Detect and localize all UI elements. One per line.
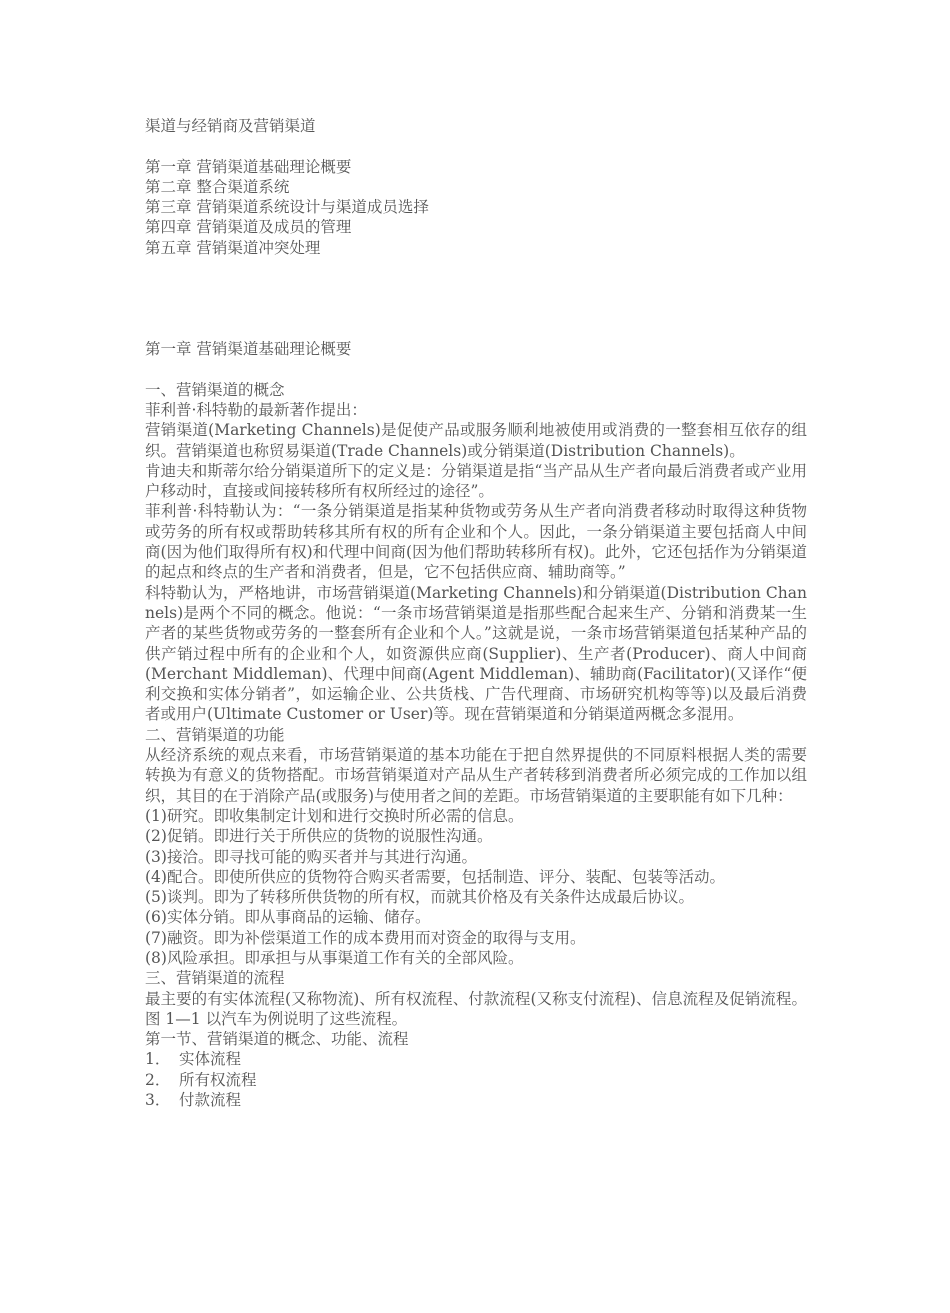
flow-list [145,1049,807,1110]
function-list [145,806,807,968]
list-item: (3)接洽。即寻找可能的购买者并与其进行沟通。 [145,847,477,866]
document-title: 渠道与经销商及营销渠道 [145,117,316,135]
table-of-contents [145,157,807,258]
paragraph-definition-2: 肯迪夫和斯蒂尔给分销渠道所下的定义是：分销渠道是指“当产品从生产者向最后消费者或产业用户移动时，直接或间接转移所有权所经过的途径”。 [145,461,807,501]
toc-item-4: 第四章 营销渠道及成员的管理 [145,218,352,237]
list-item: (6)实体分销。即从事商品的运输、储存。 [145,908,431,927]
toc-item-5: 第五章 营销渠道冲突处理 [145,238,321,257]
list-item: (5)谈判。即为了转移所供货物的所有权，而就其价格及有关条件达成最后协议。 [145,888,694,907]
list-number: 3． [145,1091,171,1110]
list-item: (2)促销。即进行关于所供应的货物的说服性沟通。 [145,827,493,846]
paragraph-definition-3: 菲利普·科特勒认为：“一条分销渠道是指某种货物或劳务从生产者向消费者移动时取得这种货物或劳务的所有权或帮助转移其所有权的所有企业和个人。因此，一条分销渠道主要包括商人中间商(因为他们取得所有权)和代理中间商(因为他们帮助转移所有权)。此外，它还包括作为分销渠道的起点和终点的生产者和消费者，但是，它不包括供应商、辅助商等。” [145,502,807,582]
list-item: (4)配合。即使所供应的货物符合购买者需要，包括制造、评分、装配、包装等活动。 [145,867,725,886]
kotler-intro: 菲利普·科特勒的最新著作提出： [145,400,367,419]
list-label: 付款流程 [179,1091,242,1110]
section-heading-function: 二、营销渠道的功能 [145,725,285,744]
list-number: 2． [145,1070,171,1089]
toc-item-3: 第三章 营销渠道系统设计与渠道成员选择 [145,198,429,217]
paragraph-definition-1: 营销渠道(Marketing Channels)是促使产品或服务顺利地被使用或消费的一整套相互依存的组织。营销渠道也称贸易渠道(Trade Channels)或分销渠道(Distribution Channels)。 [145,421,807,460]
spacer [145,258,807,339]
toc-item-1: 第一章 营销渠道基础理论概要 [145,157,352,176]
list-label: 实体流程 [179,1050,242,1069]
spacer [145,136,807,156]
list-item: (8)风险承担。即承担与从事渠道工作有关的全部风险。 [145,948,524,967]
list-item [145,1090,807,1110]
list-item: (1)研究。即收集制定计划和进行交换时所必需的信息。 [145,806,524,825]
list-number: 1． [145,1050,171,1069]
paragraph-flow: 最主要的有实体流程(又称物流)、所有权流程、付款流程(又称支付流程)、信息流程及促销流程。图 1—1 以汽车为例说明了这些流程。 [145,989,807,1028]
document-page [145,116,807,1110]
section-heading-concept: 一、营销渠道的概念 [145,380,285,399]
chapter-heading: 第一章 营销渠道基础理论概要 [145,340,352,359]
list-item: (7)融资。即为补偿渠道工作的成本费用而对资金的取得与支用。 [145,928,586,947]
list-item [145,1049,807,1069]
subsection-heading: 第一节、营销渠道的概念、功能、流程 [145,1030,409,1049]
toc-item-2: 第二章 整合渠道系统 [145,177,290,196]
paragraph-function: 从经济系统的观点来看，市场营销渠道的基本功能在于把自然界提供的不同原料根据人类的需要转换为有意义的货物搭配。市场营销渠道对产品从生产者转移到消费者所必须完成的工作加以组织，其目的在于消除产品(或服务)与使用者之间的差距。市场营销渠道的主要职能有如下几种： [145,746,807,805]
section-heading-flow: 三、营销渠道的流程 [145,969,285,988]
list-item [145,1070,807,1090]
spacer [145,359,807,379]
list-label: 所有权流程 [179,1070,257,1089]
paragraph-definition-4: 科特勒认为，严格地讲，市场营销渠道(Marketing Channels)和分销渠道(Distribution Channels)是两个不同的概念。他说：“一条市场营销渠道是指那些配合起来生产、分销和消费某一生产者的某些货物或劳务的一整套所有企业和个人。”这就是说，一条市场营销渠道包括某种产品的供产销过程中所有的企业和个人，如资源供应商(Supplier)、生产者(Producer)、商人中间商(Merchant Middleman)、代理中间商(Agent Middleman)、辅助商(Facilitator)(又译作“便利交换和实体分销者”，如运输企业、公共货栈、广告代理商、市场研究机构等等)以及最后消费者或用户(Ultimate Customer or User)等。现在营销渠道和分销渠道两概念多混用。 [145,583,807,724]
